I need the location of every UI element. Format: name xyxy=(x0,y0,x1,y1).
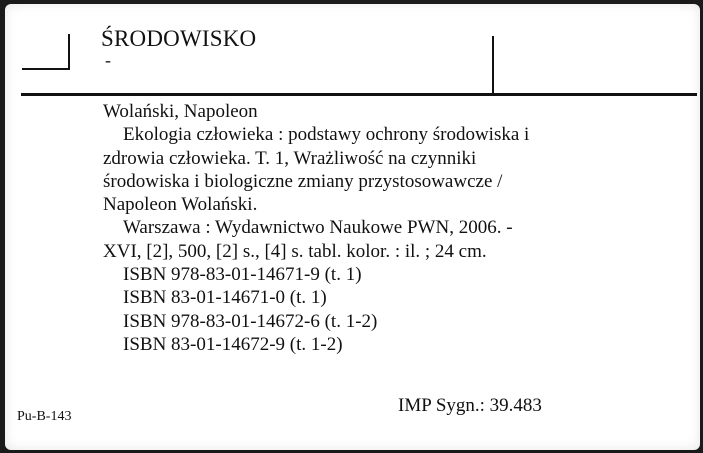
imprint-line: XVI, [2], 500, [2] s., [4] s. tabl. kolor. : il. ; 24 cm. xyxy=(103,240,487,262)
call-number: IMP Sygn.: 39.483 xyxy=(398,395,542,416)
imprint-line: Warszawa : Wydawnictwo Naukowe PWN, 2006. - xyxy=(123,217,513,239)
subject-heading: ŚRODOWISKO xyxy=(101,26,257,51)
catalog-card xyxy=(5,4,700,450)
heading-divider-horizontal xyxy=(21,93,697,96)
isbn-line: ISBN 83-01-14672-9 (t. 1-2) xyxy=(123,333,343,355)
catalog-id: Pu-B-143 xyxy=(17,409,72,424)
corner-mark-horizontal xyxy=(22,68,70,70)
title-line: Napoleon Wolański. xyxy=(103,194,258,216)
title-line: Ekologia człowieka : podstawy ochrony środowiska i xyxy=(123,124,530,146)
title-line: środowiska i biologiczne zmiany przystosowawcze / xyxy=(103,170,503,192)
title-line: zdrowia człowieka. T. 1, Wrażliwość na czynniki xyxy=(103,147,477,169)
author-heading: Wolański, Napoleon xyxy=(103,101,258,122)
heading-divider-vertical xyxy=(492,36,494,93)
corner-mark-vertical xyxy=(68,34,70,70)
isbn-line: ISBN 978-83-01-14672-6 (t. 1-2) xyxy=(123,310,378,332)
isbn-line: ISBN 83-01-14671-0 (t. 1) xyxy=(123,287,327,309)
isbn-line: ISBN 978-83-01-14671-9 (t. 1) xyxy=(123,264,362,286)
subject-subdivision: - xyxy=(105,50,111,70)
bibliographic-description xyxy=(103,100,683,356)
